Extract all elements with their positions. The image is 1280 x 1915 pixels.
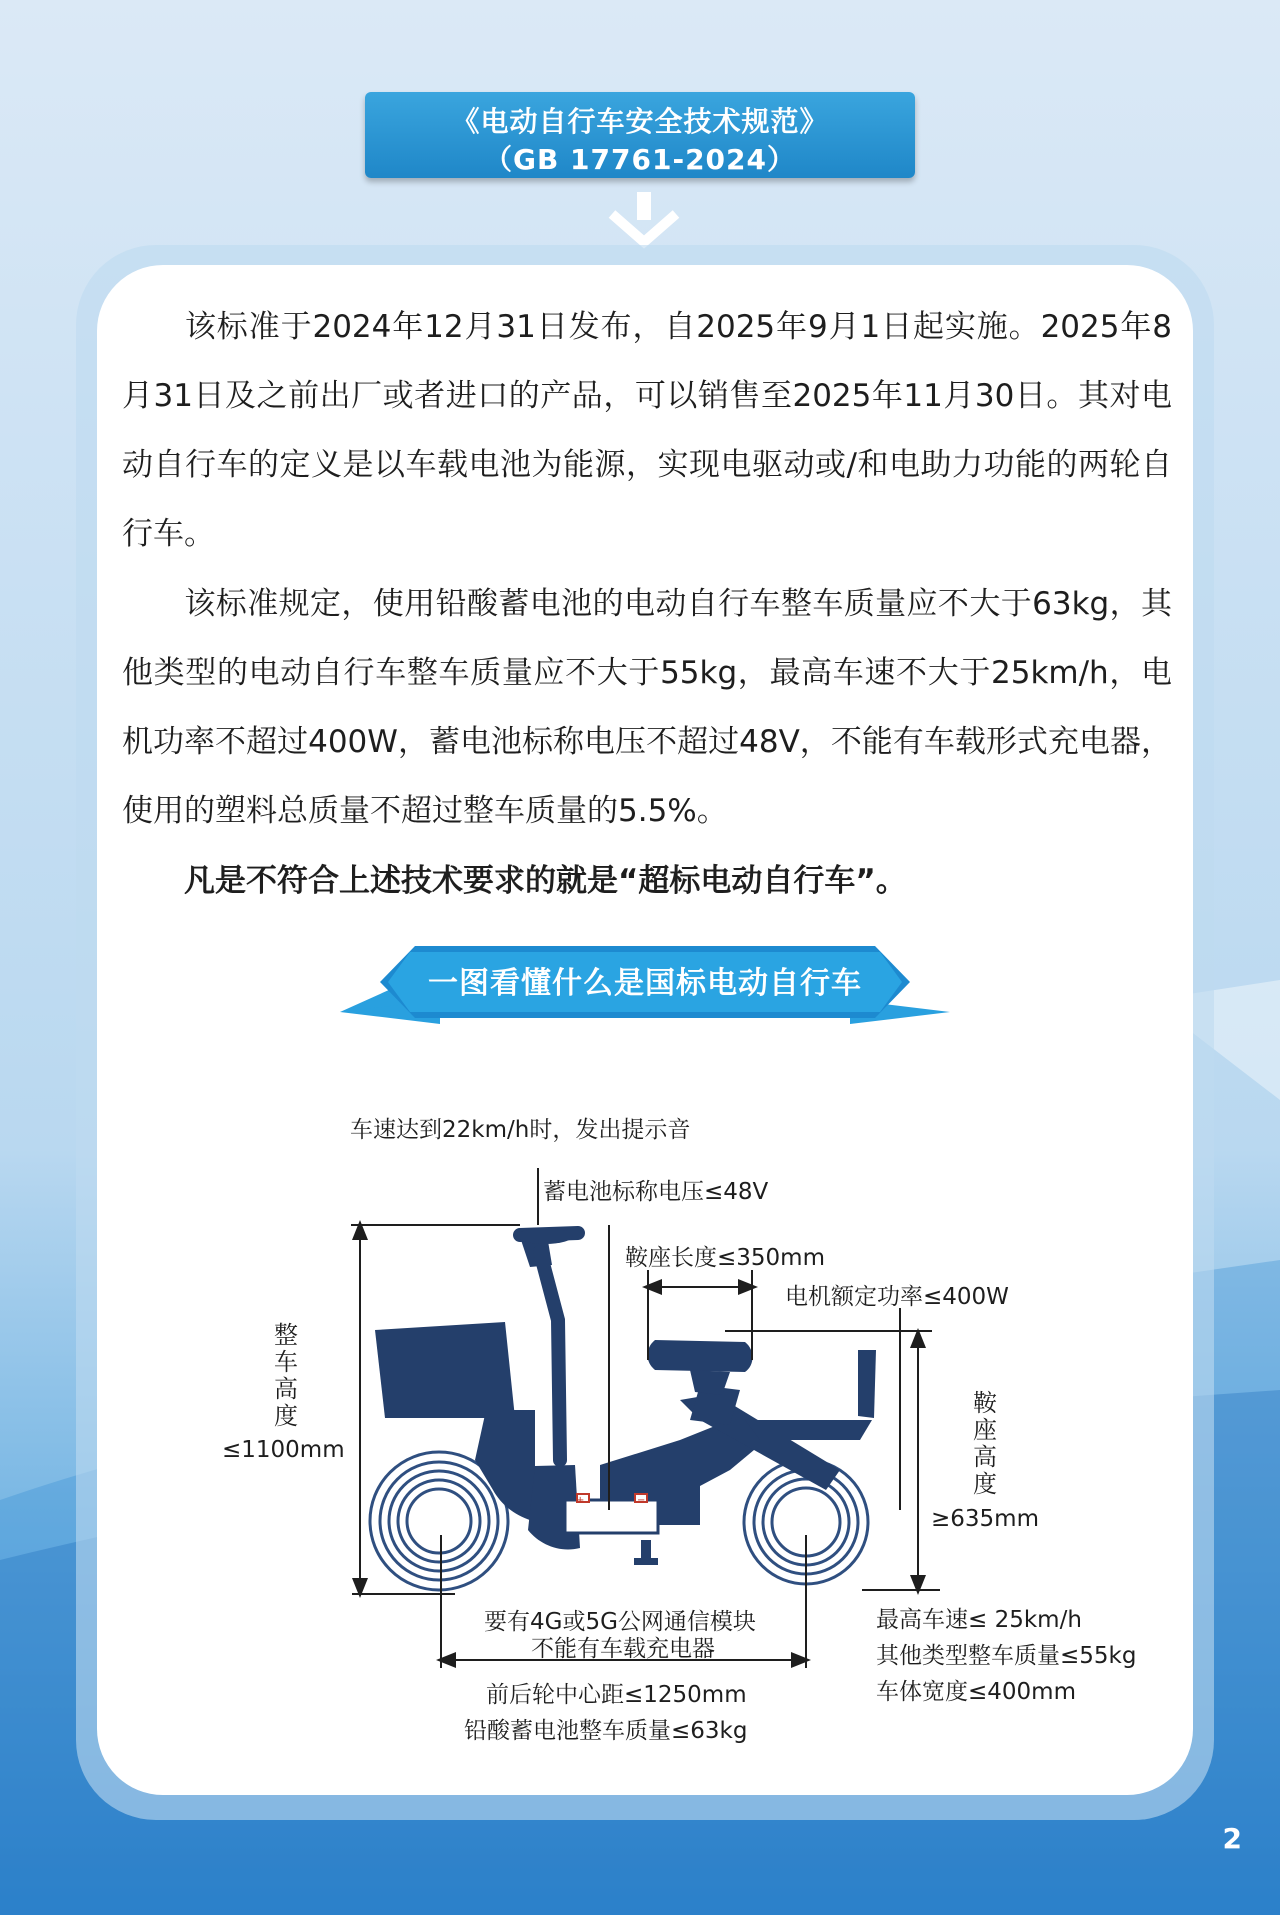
paragraph-1-text: 该标准于2024年12月31日发布，自2025年9月1日起实施。2025年8月31日及之前出厂或者进口的产品，可以销售至2025年11月30日。其对电动自行车的定义是以车载电池为能源，实现电驱动或/和电助力功能的两轮自行车。 — [122, 309, 1172, 552]
svg-text:−: − — [637, 1495, 646, 1506]
title-line1: 《电动自行车安全技术规范》 — [451, 105, 829, 138]
section-title: 一图看懂什么是国标电动自行车 — [428, 966, 862, 1001]
height-vertical-label — [271, 1322, 301, 1430]
paragraph-3-text: 凡是不符合上述技术要求的就是“超标电动自行车”。 — [184, 863, 907, 899]
height-value-label: ≤1100mm — [222, 1437, 345, 1463]
wheelbase-label: 前后轮中心距≤1250mm — [486, 1682, 747, 1708]
battery-voltage-label: 蓄电池标称电压≤48V — [543, 1179, 769, 1205]
motor-power-label: 电机额定功率≤400W — [785, 1284, 1009, 1310]
height-char: 车 — [274, 1348, 298, 1376]
battery-icon — [565, 1494, 658, 1533]
other-mass-label: 其他类型整车质量≤55kg — [876, 1643, 1137, 1669]
body-width-label: 车体宽度≤400mm — [876, 1679, 1076, 1705]
seat-length-label: 鞍座长度≤350mm — [625, 1245, 825, 1271]
seat-height-char: 高 — [973, 1443, 997, 1471]
page-number: 2 — [1222, 1822, 1242, 1855]
svg-text:+: + — [576, 1495, 585, 1506]
seat-height-value-label: ≥635mm — [931, 1506, 1039, 1532]
seat-height-char: 鞍 — [973, 1389, 997, 1417]
seat-height-char: 度 — [973, 1470, 997, 1498]
height-char: 度 — [274, 1402, 298, 1430]
seat-height-vertical-label — [970, 1390, 1000, 1498]
lead-acid-mass-label: 铅酸蓄电池整车质量≤63kg — [464, 1718, 748, 1744]
speed-alert-label: 车速达到22km/h时，发出提示音 — [350, 1117, 691, 1143]
seat-height-char: 座 — [973, 1416, 997, 1444]
height-char: 高 — [274, 1375, 298, 1403]
title-line2: （GB 17761-2024） — [483, 143, 797, 176]
max-speed-label: 最高车速≤ 25km/h — [876, 1607, 1082, 1633]
no-charger-label: 不能有车载充电器 — [531, 1636, 715, 1662]
comm-module-label: 要有4G或5G公网通信模块 — [484, 1609, 756, 1635]
height-char: 整 — [274, 1321, 298, 1349]
paragraph-2-text: 该标准规定，使用铅酸蓄电池的电动自行车整车质量应不大于63kg，其他类型的电动自行车整车质量应不大于55kg，最高车速不大于25km/h，电机功率不超过400W，蓄电池标称电压不超过48V，不能有车载形式充电器，使用的塑料总质量不超过整车质量的5.5%。 — [122, 586, 1172, 829]
